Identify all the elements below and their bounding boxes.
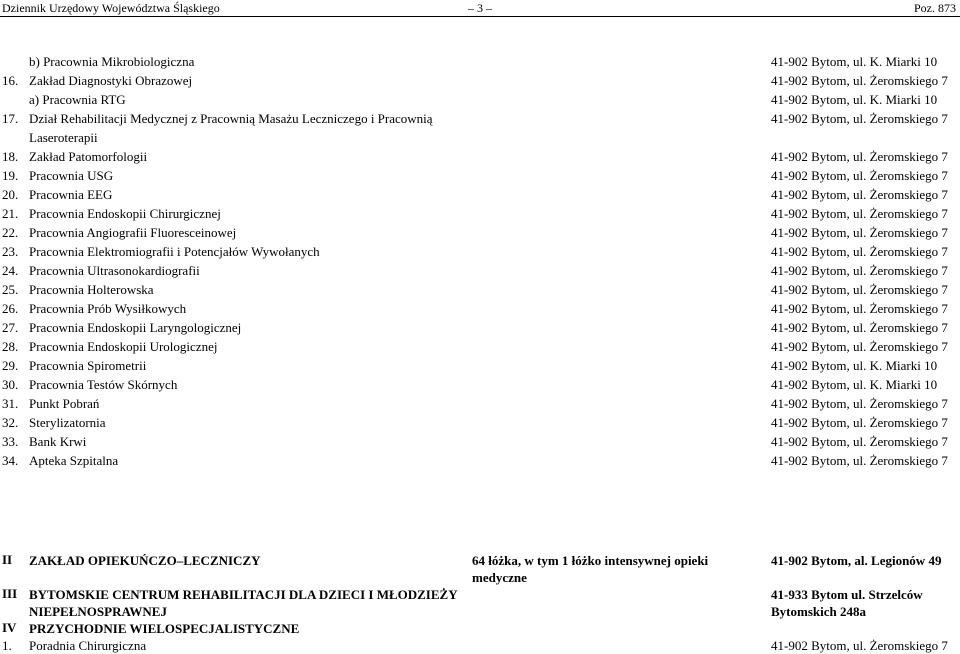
unit-name: Poradnia Chirurgiczna: [29, 638, 147, 653]
page-header: [0, 0, 960, 16]
unit-number: 25.: [2, 282, 19, 297]
unit-address: 41-902 Bytom, ul. Żeromskiego 7: [771, 453, 948, 468]
list-item: [0, 71, 960, 90]
section-number: IV: [2, 620, 17, 635]
unit-address: 41-902 Bytom, ul. Żeromskiego 7: [771, 282, 948, 297]
unit-address: 41-902 Bytom, ul. Żeromskiego 7: [771, 320, 948, 335]
unit-address: 41-902 Bytom, ul. Żeromskiego 7: [771, 187, 948, 202]
section-address: 41-902 Bytom, al. Legionów 49: [771, 553, 942, 568]
unit-number: 31.: [2, 396, 19, 411]
list-item: [0, 413, 960, 432]
list-item: [0, 394, 960, 413]
list-item: [0, 204, 960, 223]
unit-name: Pracownia Spirometrii: [29, 358, 147, 373]
unit-address: 41-902 Bytom, ul. Żeromskiego 7: [771, 149, 948, 164]
unit-address: 41-902 Bytom, ul. Żeromskiego 7: [771, 434, 948, 449]
unit-address: 41-902 Bytom, ul. Żeromskiego 7: [771, 638, 948, 653]
unit-number: 27.: [2, 320, 19, 335]
unit-name: Punkt Pobrań: [29, 396, 100, 411]
position-number: Poz. 873: [914, 1, 956, 15]
section-iii: [0, 586, 960, 620]
list-item: [0, 90, 960, 109]
section-address: 41-933 Bytom ul. Strzelców Bytomskich 248a: [771, 587, 923, 619]
unit-address: 41-902 Bytom, ul. Żeromskiego 7: [771, 415, 948, 430]
unit-name: Pracownia Ultrasonokardiografii: [29, 263, 200, 278]
unit-number: 1.: [2, 638, 12, 653]
unit-address: 41-902 Bytom, ul. Żeromskiego 7: [771, 396, 948, 411]
section-title: PRZYCHODNIE WIELOSPECJALISTYCZNE: [29, 621, 300, 636]
unit-address: 41-902 Bytom, ul. K. Miarki 10: [771, 92, 938, 107]
unit-address: 41-902 Bytom, ul. Żeromskiego 7: [771, 225, 948, 240]
section-number: III: [2, 586, 18, 601]
list-item: [0, 432, 960, 451]
unit-number: 22.: [2, 225, 19, 240]
unit-name: Zakład Patomorfologii: [29, 149, 148, 164]
unit-address: 41-902 Bytom, ul. Żeromskiego 7: [771, 206, 948, 221]
unit-number: 23.: [2, 244, 19, 259]
journal-title: Dziennik Urzędowy Województwa Śląskiego: [2, 1, 220, 15]
unit-name: Sterylizatornia: [29, 415, 106, 430]
unit-address: 41-902 Bytom, ul. K. Miarki 10: [771, 54, 938, 69]
list-item: [0, 109, 960, 147]
unit-name: Pracownia EEG: [29, 187, 113, 202]
list-item: [0, 375, 960, 394]
list-item: [0, 242, 960, 261]
unit-address: 41-902 Bytom, ul. Żeromskiego 7: [771, 168, 948, 183]
unit-number: 21.: [2, 206, 19, 221]
unit-name: Pracownia Testów Skórnych: [29, 377, 178, 392]
unit-number: 28.: [2, 339, 19, 354]
unit-number: 17.: [2, 111, 19, 126]
list-item: [0, 280, 960, 299]
list-item: [0, 185, 960, 204]
header-rule: [0, 16, 960, 17]
unit-name: Pracownia Endoskopii Laryngologicznej: [29, 320, 242, 335]
unit-number: 34.: [2, 453, 19, 468]
unit-number: 32.: [2, 415, 19, 430]
unit-number: 30.: [2, 377, 19, 392]
unit-number: 16.: [2, 73, 19, 88]
unit-name: Pracownia Elektromiografii i Potencjałów Wywołanych: [29, 244, 320, 259]
unit-name: Pracownia Holterowska: [29, 282, 154, 297]
unit-name: a) Pracownia RTG: [29, 92, 126, 107]
unit-address: 41-902 Bytom, ul. Żeromskiego 7: [771, 244, 948, 259]
unit-address: 41-902 Bytom, ul. K. Miarki 10: [771, 377, 938, 392]
list-item: [0, 337, 960, 356]
unit-name: Zakład Diagnostyki Obrazowej: [29, 73, 193, 88]
list-item: [0, 147, 960, 166]
unit-name: Pracownia Endoskopii Chirurgicznej: [29, 206, 221, 221]
unit-address: 41-902 Bytom, ul. Żeromskiego 7: [771, 263, 948, 278]
list-item: [0, 638, 960, 654]
section-title: ZAKŁAD OPIEKUŃCZO–LECZNICZY: [29, 553, 261, 568]
unit-number: 24.: [2, 263, 19, 278]
unit-number: 26.: [2, 301, 19, 316]
list-item: [0, 451, 960, 470]
section-title: BYTOMSKIE CENTRUM REHABILITACJI DLA DZIECI I MŁODZIEŻY NIEPEŁNOSPRAWNEJ: [29, 587, 458, 619]
unit-address: 41-902 Bytom, ul. Żeromskiego 7: [771, 339, 948, 354]
unit-number: 18.: [2, 149, 19, 164]
list-item: [0, 223, 960, 242]
unit-name: Apteka Szpitalna: [29, 453, 119, 468]
unit-address: 41-902 Bytom, ul. Żeromskiego 7: [771, 301, 948, 316]
unit-name: Pracownia Angiografii Fluoresceinowej: [29, 225, 237, 240]
section-number: II: [2, 552, 13, 567]
unit-name: b) Pracownia Mikrobiologiczna: [29, 54, 195, 69]
unit-name: Pracownia Prób Wysiłkowych: [29, 301, 187, 316]
units-list: [0, 52, 960, 470]
list-item: [0, 318, 960, 337]
sections-block: [0, 552, 960, 638]
unit-number: 33.: [2, 434, 19, 449]
unit-name: Bank Krwi: [29, 434, 87, 449]
unit-name: Pracownia USG: [29, 168, 114, 183]
section-beds: 64 łóżka, w tym 1 łóżko intensywnej opieki medyczne: [472, 553, 709, 585]
section-iv: [0, 620, 960, 638]
list-item: [0, 166, 960, 185]
section-ii: [0, 552, 960, 586]
list-item: [0, 299, 960, 318]
unit-number: 20.: [2, 187, 19, 202]
unit-name: Dział Rehabilitacji Medycznej z Pracownią Masażu Leczniczego i Pracownią Laseroterapii: [29, 111, 433, 145]
unit-address: 41-902 Bytom, ul. Żeromskiego 7: [771, 73, 948, 88]
list-item: [0, 52, 960, 71]
unit-address: 41-902 Bytom, ul. K. Miarki 10: [771, 358, 938, 373]
page-number: – 3 –: [468, 1, 492, 15]
unit-number: 29.: [2, 358, 19, 373]
list-item: [0, 261, 960, 280]
unit-name: Pracownia Endoskopii Urologicznej: [29, 339, 218, 354]
list-item: [0, 356, 960, 375]
unit-address: 41-902 Bytom, ul. Żeromskiego 7: [771, 111, 948, 126]
unit-number: 19.: [2, 168, 19, 183]
